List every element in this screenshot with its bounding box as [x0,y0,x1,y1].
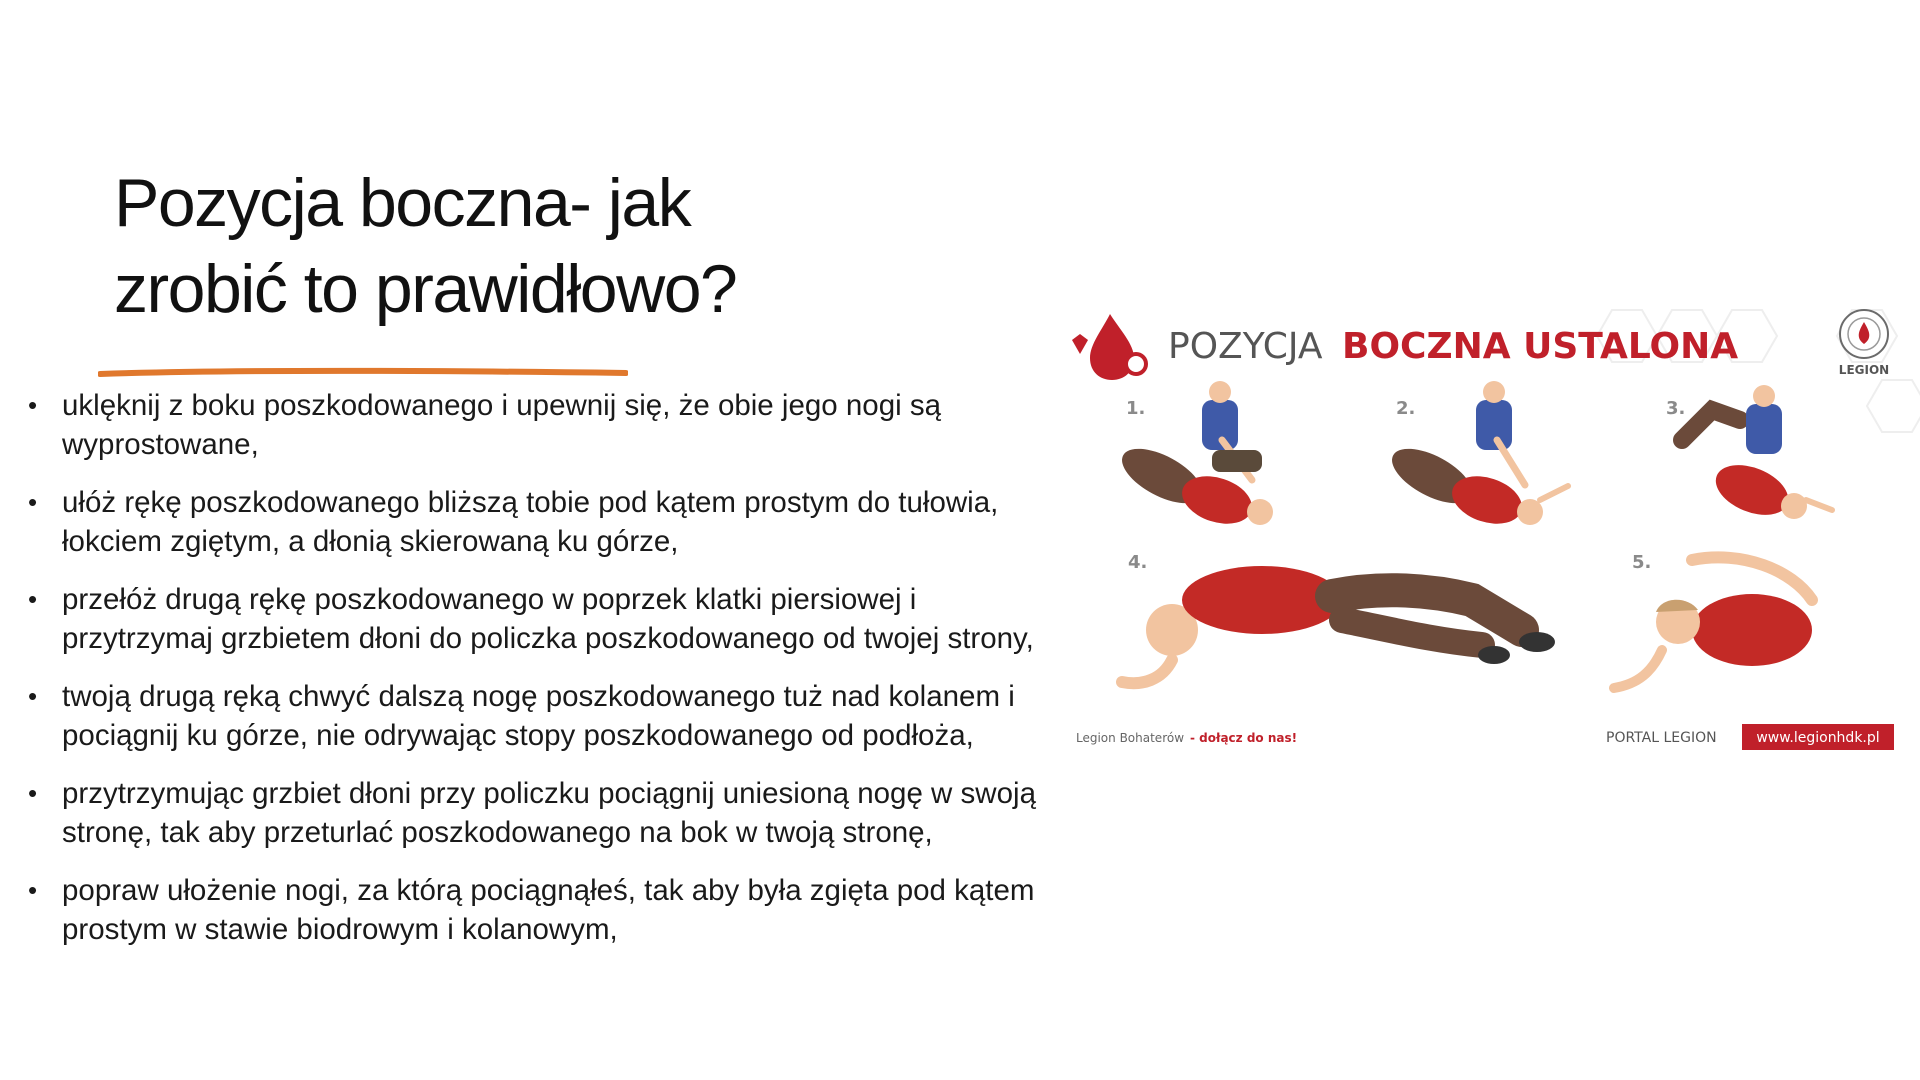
legion-emblem-text: LEGION [1838,363,1890,377]
step-number-5: 5. [1632,552,1652,573]
slide-title-line-1: Pozycja boczna- jak [114,165,691,241]
step-number-1: 1. [1126,398,1146,419]
instruction-list [26,386,1036,968]
legion-emblem-logo [1839,310,1889,377]
recovery-position-infographic [1052,300,1920,762]
instruction-item-3: • przełóż drugą rękę poszkodowanego w poprzek klatki piersiowej i przytrzymaj grzbietem dłoni do policzka poszkodowanego od twojej strony, [26,580,1036,658]
footer-url-text: www.legionhdk.pl [1756,730,1880,746]
infographic-title-bold: BOCZNA USTALONA [1342,326,1739,367]
slide-title-line-2: zrobić to prawidłowo? [114,251,737,327]
footer-join-text: - dołącz do nas! [1190,731,1298,745]
slide-title [114,160,874,332]
step-number-4: 4. [1128,552,1148,573]
infographic-image [1052,300,1920,762]
step-5-illustration [1614,557,1812,688]
instruction-item-5: • przytrzymując grzbiet dłoni przy policzku pociągnij uniesioną nogę w swoją stronę, tak aby przeturlać poszkodowanego na bok w twoją stronę, [26,774,1036,852]
step-3-illustration [1682,385,1832,525]
instruction-item-2: • ułóż rękę poszkodowanego bliższą tobie pod kątem prostym do tułowia, łokciem zgiętym, a dłonią skierowaną ku górze, [26,483,1036,561]
footer-legion-text: Legion Bohaterów [1076,731,1185,745]
blood-drop-logo-icon [1072,314,1146,380]
title-underline [98,364,628,384]
footer-portal-name: PORTAL LEGION [1606,730,1717,746]
step-number-2: 2. [1396,398,1416,419]
instruction-item-6: • popraw ułożenie nogi, za którą pociągnąłeś, tak aby była zgięta pod kątem prostym w stawie biodrowym i kolanowym, [26,871,1036,949]
step-4-illustration [1122,566,1555,683]
instruction-item-1: • uklęknij z boku poszkodowanego i upewnij się, że obie jego nogi są wyprostowane, [26,386,1036,464]
infographic-title-light: POZYCJA [1168,326,1323,367]
step-number-3: 3. [1666,398,1686,419]
instruction-item-4: • twoją drugą ręką chwyć dalszą nogę poszkodowanego tuż nad kolanem i pociągnij ku górze, nie odrywając stopy poszkodowanego od podłoża, [26,677,1036,755]
